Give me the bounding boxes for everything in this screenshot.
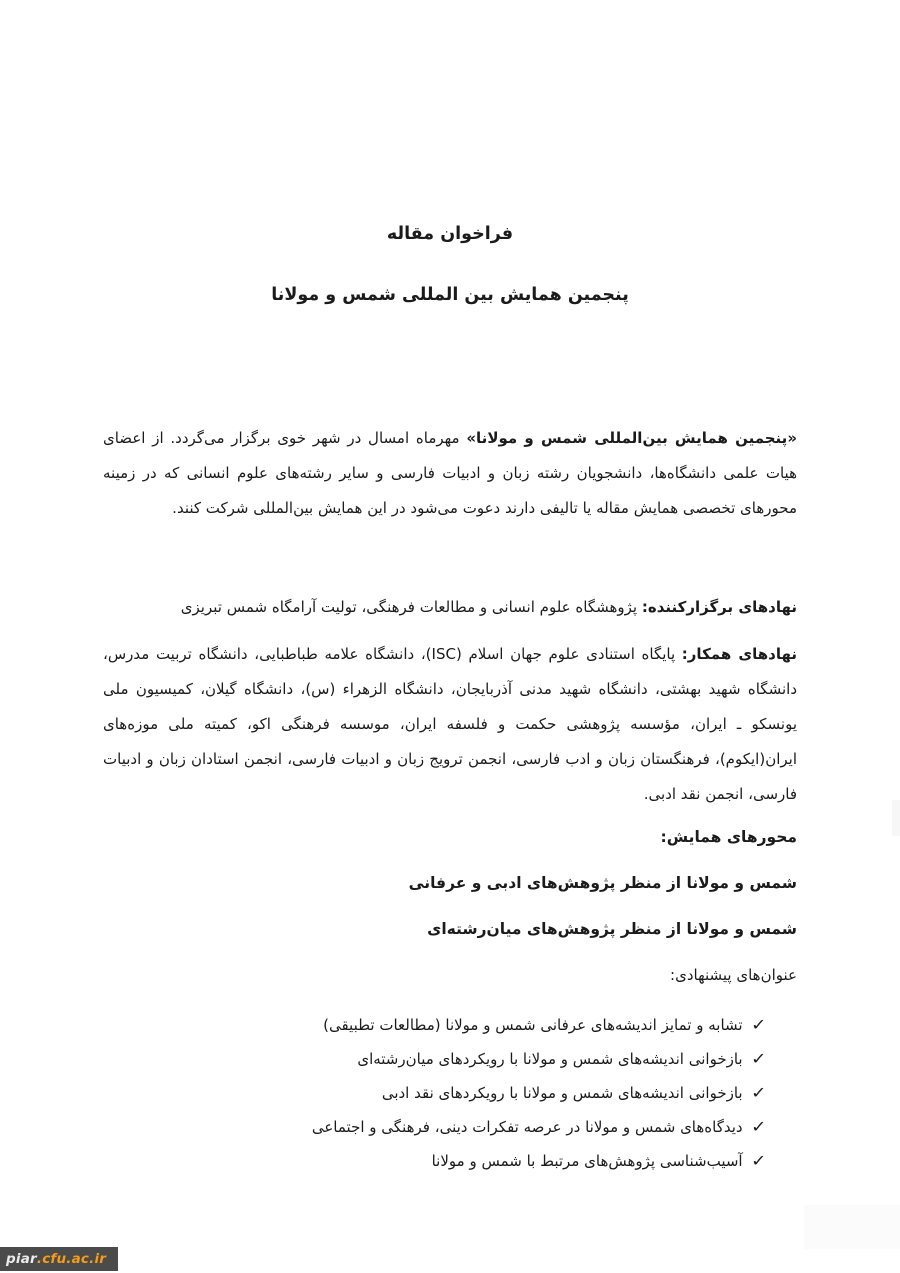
scan-artifact [804,1205,900,1249]
intro-paragraph [103,421,797,526]
topic-text: بازخوانی اندیشه‌های شمس و مولانا با رویکردهای میان‌رشته‌ای [357,1050,743,1068]
topics-list [103,1008,797,1178]
doc-title: فراخوان مقاله [386,224,514,244]
partners-paragraph [103,637,797,812]
partners-text: پایگاه استنادی علوم جهان اسلام (ISC)، دانشگاه علامه طباطبایی، دانشگاه تربیت مدرس، دانشگاه شهید بهشتی، دانشگاه شهید مدنی آذربایجان، دانشگاه الزهراء (س)، دانشگاه گیلان، کمیسیون ملی یونسکو ـ ایران، مؤسسه پژوهشی حکمت و فلسفه ایران، موسسه فرهنگی اکو، کمیته ملی موزه‌های ایران(ایکوم)، فرهنگستان زبان و ادب فارسی، انجمن ترویج زبان و ادبیات فارسی، انجمن استادان زبان و ادبیات فارسی، انجمن نقد ادبی. [103,645,797,803]
topic-item [103,1076,765,1110]
topic-item [103,1144,765,1178]
doc-subtitle: پنجمین همایش بین المللی شمس و مولانا [271,285,629,305]
intro-highlight: «پنجمین همایش بین‌المللی شمس و مولانا» [466,429,798,447]
checkmark-icon: ✓ [750,1015,767,1034]
checkmark-icon: ✓ [750,1117,767,1136]
topics-heading: عنوان‌های پیشنهادی: [670,966,797,984]
document-content [103,0,797,1273]
checkmark-icon: ✓ [750,1049,767,1068]
organizers-label: نهادهای برگزارکننده: [641,598,797,616]
organizers-line [103,590,797,625]
scan-artifact [892,800,900,836]
theme-item-2: شمس و مولانا از منظر پژوهش‌های میان‌رشته‌ای [427,920,797,938]
topic-text: بازخوانی اندیشه‌های شمس و مولانا با رویکردهای نقد ادبی [381,1084,743,1102]
checkmark-icon: ✓ [750,1083,767,1102]
topic-text: تشابه و تمایز اندیشه‌های عرفانی شمس و مولانا (مطالعات تطبیقی) [323,1016,743,1034]
topic-item [103,1042,765,1076]
topic-text: دیدگاه‌های شمس و مولانا در عرصه تفکرات دینی، فرهنگی و اجتماعی [311,1118,743,1136]
organizers-text: پژوهشگاه علوم انسانی و مطالعات فرهنگی، تولیت آرامگاه شمس تبریزی [180,598,642,616]
topic-item [103,1110,765,1144]
checkmark-icon: ✓ [750,1151,767,1170]
themes-heading: محورهای همایش: [660,828,797,846]
site-watermark-badge [0,1247,118,1271]
watermark-prefix: piar [6,1251,37,1267]
theme-item-1: شمس و مولانا از منظر پژوهش‌های ادبی و عرفانی [408,874,797,892]
watermark-suffix: .cfu.ac.ir [36,1251,107,1267]
topic-text: آسیب‌شناسی پژوهش‌های مرتبط با شمس و مولانا [431,1152,743,1170]
intro-text: مهرماه امسال در شهر خوی برگزار می‌گردد. از اعضای هیات علمی دانشگاه‌ها، دانشجویان رشته زبان و ادبیات فارسی و سایر رشته‌های علوم انسانی که در زمینه محورهای تخصصی همایش مقاله یا تالیفی دارند دعوت می‌شود در این همایش بین‌المللی شرکت کنند. [103,429,797,517]
topic-item [103,1008,765,1042]
partners-label: نهادهای همکار: [681,645,797,663]
